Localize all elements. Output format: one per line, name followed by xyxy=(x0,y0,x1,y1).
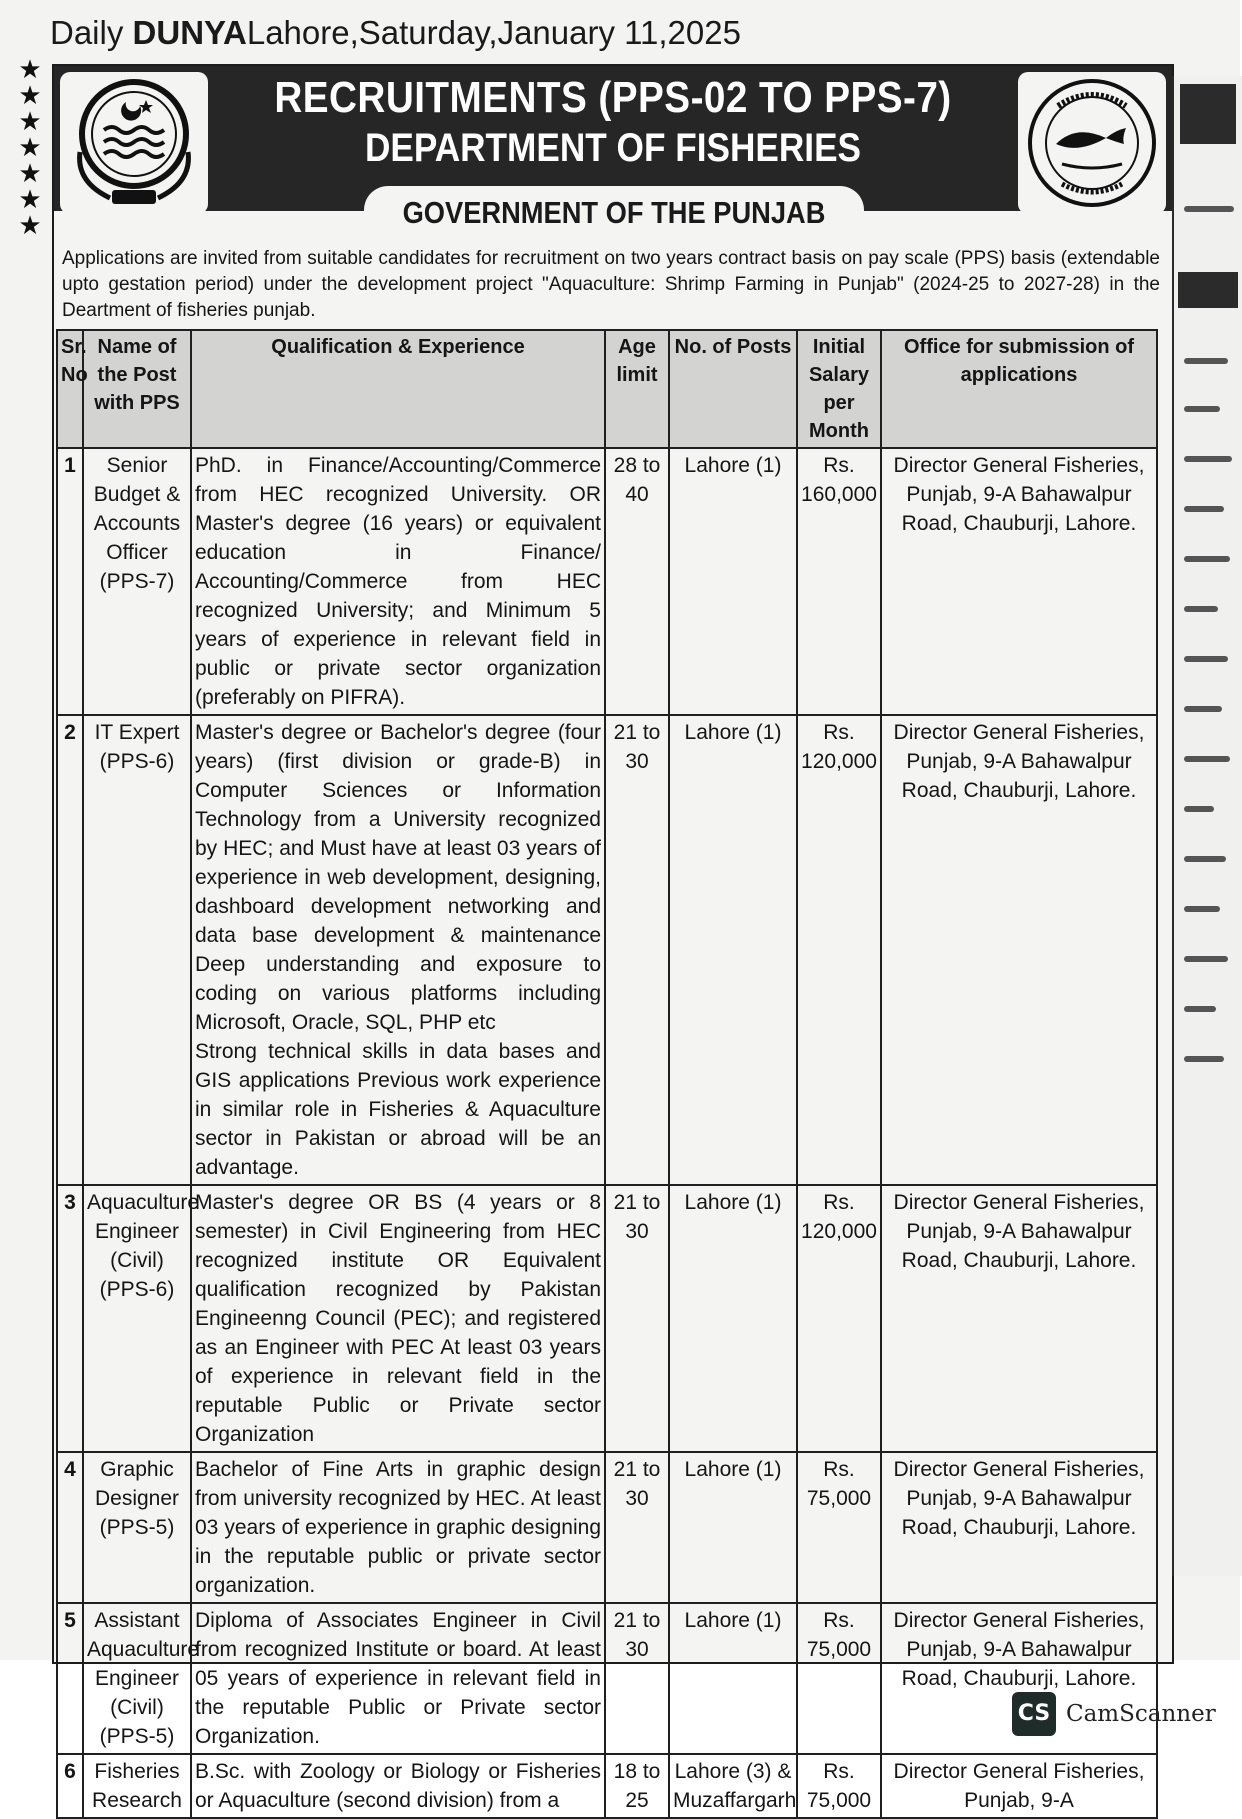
cell-salary: Rs. 120,000 xyxy=(797,1185,881,1452)
cell-qualification: B.Sc. with Zoology or Biology or Fisheries or Aquaculture (second division) from a xyxy=(191,1754,605,1818)
camscanner-name: CamScanner xyxy=(1066,1701,1216,1727)
table-row xyxy=(57,715,1157,1185)
star-icon: ★ xyxy=(18,210,42,240)
recruitment-table xyxy=(56,329,1158,1819)
cell-posts: Lahore (1) xyxy=(669,715,797,1185)
cell-post: Senior Budget & Accounts Officer (PPS-7) xyxy=(83,448,191,715)
masthead-prefix: Daily xyxy=(50,14,133,51)
cell-posts: Lahore (1) xyxy=(669,1452,797,1603)
cell-salary: Rs. 75,000 xyxy=(797,1754,881,1818)
cell-posts: Lahore (1) xyxy=(669,1603,797,1754)
cell-age: 21 to 30 xyxy=(605,1603,669,1754)
government-banner xyxy=(364,186,864,236)
star-icon: ★ xyxy=(18,80,42,110)
col-header-posts: No. of Posts xyxy=(669,330,797,448)
star-icon: ★ xyxy=(18,184,42,214)
urdu-text-line xyxy=(1184,706,1222,712)
col-header-salary: Initial Salary per Month xyxy=(797,330,881,448)
star-icon: ★ xyxy=(18,54,42,84)
camscanner-icon: CS xyxy=(1012,1692,1056,1736)
cell-salary: Rs. 75,000 xyxy=(797,1452,881,1603)
cell-qualification: Bachelor of Fine Arts in graphic design from university recognized by HEC. At least 03 years of experience in graphic designing in the reputable public or private sector organization. xyxy=(191,1452,605,1603)
table-row xyxy=(57,1754,1157,1818)
cell-age: 21 to 30 xyxy=(605,715,669,1185)
cell-office: Director General Fisheries, Punjab, 9-A Bahawalpur Road, Chauburji, Lahore. xyxy=(881,448,1157,715)
star-column xyxy=(12,56,48,238)
urdu-text-line xyxy=(1184,756,1230,762)
cell-post: Assistant Aquaculture Engineer (Civil) (PPS-5) xyxy=(83,1603,191,1754)
ad-title: RECRUITMENTS (PPS-02 TO PPS-7) xyxy=(274,73,952,122)
cell-post: Aquaculture Engineer (Civil) (PPS-6) xyxy=(83,1185,191,1452)
urdu-text-line xyxy=(1184,358,1228,364)
urdu-text-line xyxy=(1184,956,1228,962)
col-header-age: Age limit xyxy=(605,330,669,448)
table-row xyxy=(57,448,1157,715)
urdu-text-line xyxy=(1184,656,1228,662)
star-icon: ★ xyxy=(18,132,42,162)
cell-sr: 3 xyxy=(57,1185,83,1452)
cell-office: Director General Fisheries, Punjab, 9-A Bahawalpur Road, Chauburji, Lahore. xyxy=(881,1185,1157,1452)
cell-age: 28 to 40 xyxy=(605,448,669,715)
cell-sr: 6 xyxy=(57,1754,83,1818)
qualification-text: Master's degree or Bachelor's degree (four years) (first division or grade-B) in Computer Sciences or Information Technology from a University recognized by HEC; and Must have at least 03 years of experience in web development, designing, dashboard development networking and data base development & maintenance Deep understanding and exposure to coding on various platforms including Microsoft, Oracle, SQL, PHP etc xyxy=(195,721,601,1034)
cell-sr: 4 xyxy=(57,1452,83,1603)
urdu-text-line xyxy=(1184,806,1214,812)
cell-age: 18 to 25 xyxy=(605,1754,669,1818)
urdu-image-block xyxy=(1180,84,1236,144)
table-row xyxy=(57,1452,1157,1603)
cell-office: Director General Fisheries, Punjab, 9-A Bahawalpur Road, Chauburji, Lahore. xyxy=(881,715,1157,1185)
urdu-text-line xyxy=(1184,1006,1216,1012)
col-header-post: Name of the Post with PPS xyxy=(83,330,191,448)
cell-salary: Rs. 160,000 xyxy=(797,448,881,715)
urdu-text-line xyxy=(1184,406,1220,412)
masthead xyxy=(50,14,741,52)
punjab-government-logo-icon xyxy=(60,72,208,214)
cell-post: Graphic Designer (PPS-5) xyxy=(83,1452,191,1603)
table-header-row xyxy=(57,330,1157,448)
cell-qualification: Master's degree OR BS (4 years or 8 semester) in Civil Engineering from HEC recognized institute OR Equivalent qualification recognized by Pakistan Engineenng Council (PEC); and registered as an Engineer with PEC At least 03 years of experience in relevant field in the reputable Public or Private sector Organization xyxy=(191,1185,605,1452)
masthead-dateline: Lahore,Saturday,January 11,2025 xyxy=(246,14,741,51)
star-icon: ★ xyxy=(18,106,42,136)
cell-salary: Rs. 75,000 xyxy=(797,1603,881,1754)
urdu-text-line xyxy=(1184,206,1234,212)
cell-qualification: PhD. in Finance/Accounting/Commerce from HEC recognized University. OR Master's degree (16 years) or equivalent education in Finance/ Accounting/Commerce from HEC recognized University; and Minimum 5 years of experience in relevant field in public or private sector organization (preferably on PIFRA). xyxy=(191,448,605,715)
urdu-text-line xyxy=(1184,506,1224,512)
cell-posts: Lahore (3) & Muzaffargarh xyxy=(669,1754,797,1818)
qualification-extra-text: Strong technical skills in data bases and GIS applications Previous work experience in similar role in Fisheries & Aquaculture sector in Pakistan or abroad will be an advantage. xyxy=(195,1040,601,1179)
cell-post: Fisheries Research xyxy=(83,1754,191,1818)
table-row xyxy=(57,1603,1157,1754)
urdu-text-line xyxy=(1184,1056,1224,1062)
cell-sr: 2 xyxy=(57,715,83,1185)
table-row xyxy=(57,1185,1157,1452)
ad-department: DEPARTMENT OF FISHERIES xyxy=(364,126,862,170)
cell-office: Director General Fisheries, Punjab, 9-A Bahawalpur Road, Chauburji, Lahore. xyxy=(881,1603,1157,1754)
cell-salary: Rs. 120,000 xyxy=(797,715,881,1185)
cell-posts: Lahore (1) xyxy=(669,1185,797,1452)
ad-heading xyxy=(214,72,1012,172)
adjacent-urdu-column xyxy=(1172,76,1242,1576)
camscanner-watermark xyxy=(1012,1692,1216,1736)
urdu-text-line xyxy=(1184,856,1226,862)
cell-office: Director General Fisheries, Punjab, 9-A xyxy=(881,1754,1157,1818)
cell-age: 21 to 30 xyxy=(605,1452,669,1603)
cell-qualification: Diploma of Associates Engineer in Civil from recognized Institute or board. At least 05 years of experience in relevant field in the reputable Public or Private sector Organization. xyxy=(191,1603,605,1754)
urdu-text-line xyxy=(1184,456,1232,462)
col-header-sr: Sr. No xyxy=(57,330,83,448)
cell-office: Director General Fisheries, Punjab, 9-A Bahawalpur Road, Chauburji, Lahore. xyxy=(881,1452,1157,1603)
cell-posts: Lahore (1) xyxy=(669,448,797,715)
col-header-office: Office for submission of applications xyxy=(881,330,1157,448)
cell-sr: 5 xyxy=(57,1603,83,1754)
masthead-brand: DUNYA xyxy=(132,14,247,51)
urdu-text-line xyxy=(1184,606,1218,612)
urdu-text-line xyxy=(1184,906,1220,912)
cell-age: 21 to 30 xyxy=(605,1185,669,1452)
ad-government: GOVERNMENT OF THE PUNJAB xyxy=(402,195,826,230)
star-icon: ★ xyxy=(18,158,42,188)
cell-qualification xyxy=(191,715,605,1185)
urdu-heading-bar xyxy=(1178,272,1238,308)
cell-post: IT Expert (PPS-6) xyxy=(83,715,191,1185)
cell-sr: 1 xyxy=(57,448,83,715)
ad-intro-paragraph: Applications are invited from suitable candidates for recruitment on two years contract basis on pay scale (PPS) basis (extendable upto gestation period) under the development project "Aquaculture: Shrimp Farming in Punjab" (2024-25 to 2027-28) in the Deartment of fisheries punjab. xyxy=(62,248,1160,321)
col-header-qualification: Qualification & Experience xyxy=(191,330,605,448)
urdu-text-line xyxy=(1184,556,1230,562)
fisheries-department-logo-icon xyxy=(1018,72,1166,214)
